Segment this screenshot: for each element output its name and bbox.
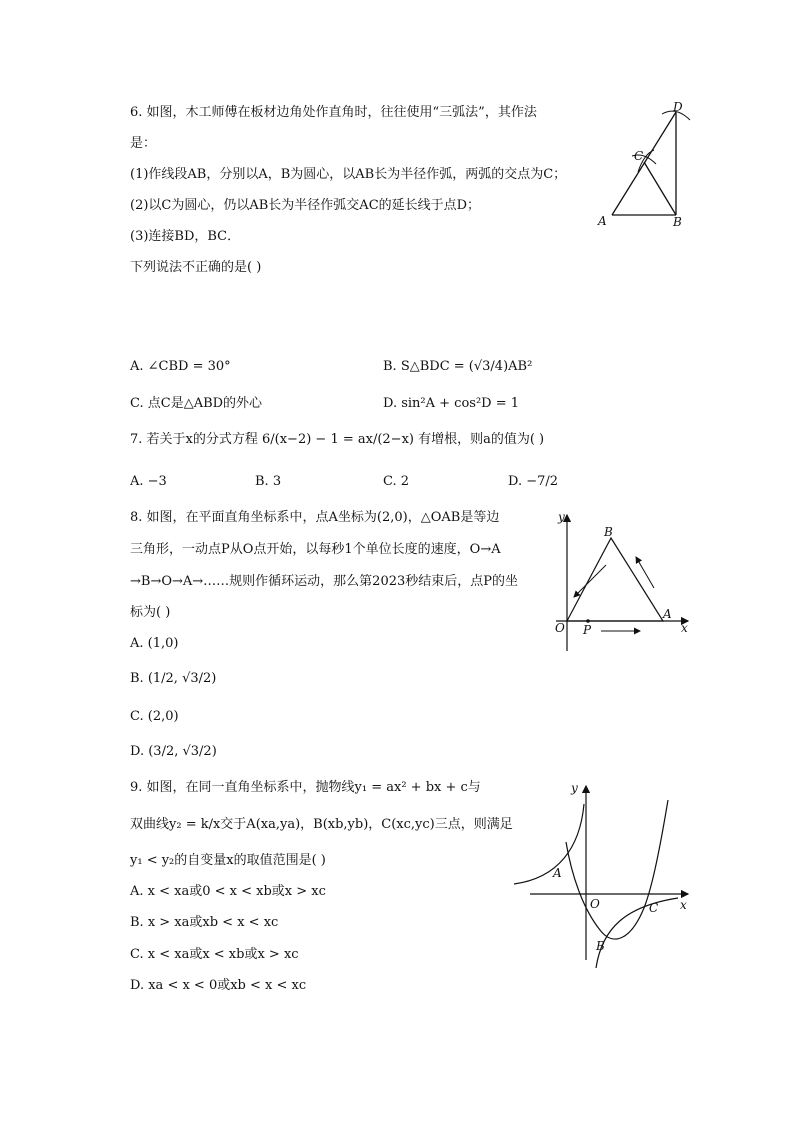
q7-option-d[interactable]: D. −7/2	[508, 474, 559, 489]
q8-arrow-right-side	[636, 557, 654, 588]
q7-option-b[interactable]: B. 3	[255, 474, 282, 489]
q8-stem-line2: 三角形，一动点P从O点开始，以每秒1个单位长度的速度，O→A	[130, 542, 501, 557]
q9-option-d[interactable]: D. xa < x < 0或xb < x < xc	[130, 978, 307, 993]
q9-figure	[508, 778, 694, 974]
q9-label-o: O	[590, 897, 600, 911]
q9-label-b: B	[596, 939, 605, 953]
q7-option-c[interactable]: C. 2	[383, 474, 410, 489]
q9-option-c[interactable]: C. x < xa或x < xb或x > xc	[130, 947, 299, 962]
q9-stem-line3: y₁ < y₂的自变量x的取值范围是( )	[130, 853, 326, 868]
q9-hyperbola-right	[596, 898, 678, 968]
q8-label-y: y	[558, 510, 565, 524]
q6-step1: (1)作线段AB，分别以A，B为圆心，以AB长为半径作弧，两弧的交点为C；	[130, 167, 567, 182]
q8-label-x: x	[681, 621, 688, 635]
q6-stem-line1: 6. 如图，木工师傅在板材边角处作直角时，往往使用“三弧法”，其作法	[130, 105, 537, 120]
q8-option-c[interactable]: C. (2,0)	[130, 709, 179, 724]
q8-option-b[interactable]: B. (1/2, √3/2)	[130, 671, 217, 686]
q6-seg-bc	[644, 162, 676, 215]
q6-option-d[interactable]: D. sin²A + cos²D = 1	[383, 396, 520, 411]
q8-label-b: B	[604, 525, 613, 539]
q8-label-o: O	[555, 621, 565, 635]
q9-label-y: y	[571, 781, 578, 795]
q8-arrow-left-side	[574, 565, 606, 597]
q6-option-a[interactable]: A. ∠CBD = 30°	[130, 359, 231, 374]
q8-label-a: A	[663, 607, 672, 621]
q9-hyperbola-left	[514, 804, 584, 884]
q9-stem-line2: 双曲线y₂ = k/x交于A(xa,ya)，B(xb,yb)，C(xc,yc)三点，则满足	[130, 817, 513, 832]
q9-label-c: C	[649, 901, 659, 915]
q6-label-a: A	[598, 214, 607, 228]
q6-stem-line2: 是：	[130, 136, 157, 151]
q9-option-b[interactable]: B. x > xa或xb < x < xc	[130, 915, 279, 930]
q9-option-a[interactable]: A. x < xa或0 < x < xb或x > xc	[130, 884, 326, 899]
q9-stem-line1: 9. 如图，在同一直角坐标系中，抛物线y₁ = ax² + bx + c与	[130, 780, 481, 795]
q6-question: 下列说法不正确的是( )	[130, 260, 262, 275]
q6-label-b: B	[673, 215, 682, 229]
q8-stem-line4: 标为( )	[130, 605, 171, 620]
q8-option-a[interactable]: A. (1,0)	[130, 636, 179, 651]
q7-option-a[interactable]: A. −3	[130, 474, 167, 489]
q6-figure	[592, 98, 702, 230]
q6-option-b[interactable]: B. S△BDC = (√3/4)AB²	[383, 359, 533, 374]
q8-stem-line3: →B→O→A→……规则作循环运动，那么第2023秒结束后，点P的坐	[130, 574, 519, 589]
q8-option-d[interactable]: D. (3/2, √3/2)	[130, 744, 217, 759]
q6-label-c: C	[634, 149, 644, 163]
q8-label-p: P	[583, 623, 592, 637]
q6-label-d: D	[673, 100, 683, 114]
q9-label-x: x	[680, 898, 687, 912]
q7-stem: 7. 若关于x的分式方程 6/(x−2) − 1 = ax/(2−x) 有增根，则a的值为( )	[130, 432, 545, 447]
q8-stem-line1: 8. 如图，在平面直角坐标系中，点A坐标为(2,0)，△OAB是等边	[130, 510, 500, 525]
q9-label-a: A	[553, 866, 562, 880]
q6-step2: (2)以C为圆心，仍以AB长为半径作弧交AC的延长线于点D；	[130, 198, 481, 213]
q8-figure	[548, 505, 696, 655]
q6-option-c[interactable]: C. 点C是△ABD的外心	[130, 396, 263, 411]
q6-step3: (3)连接BD，BC．	[130, 229, 241, 244]
